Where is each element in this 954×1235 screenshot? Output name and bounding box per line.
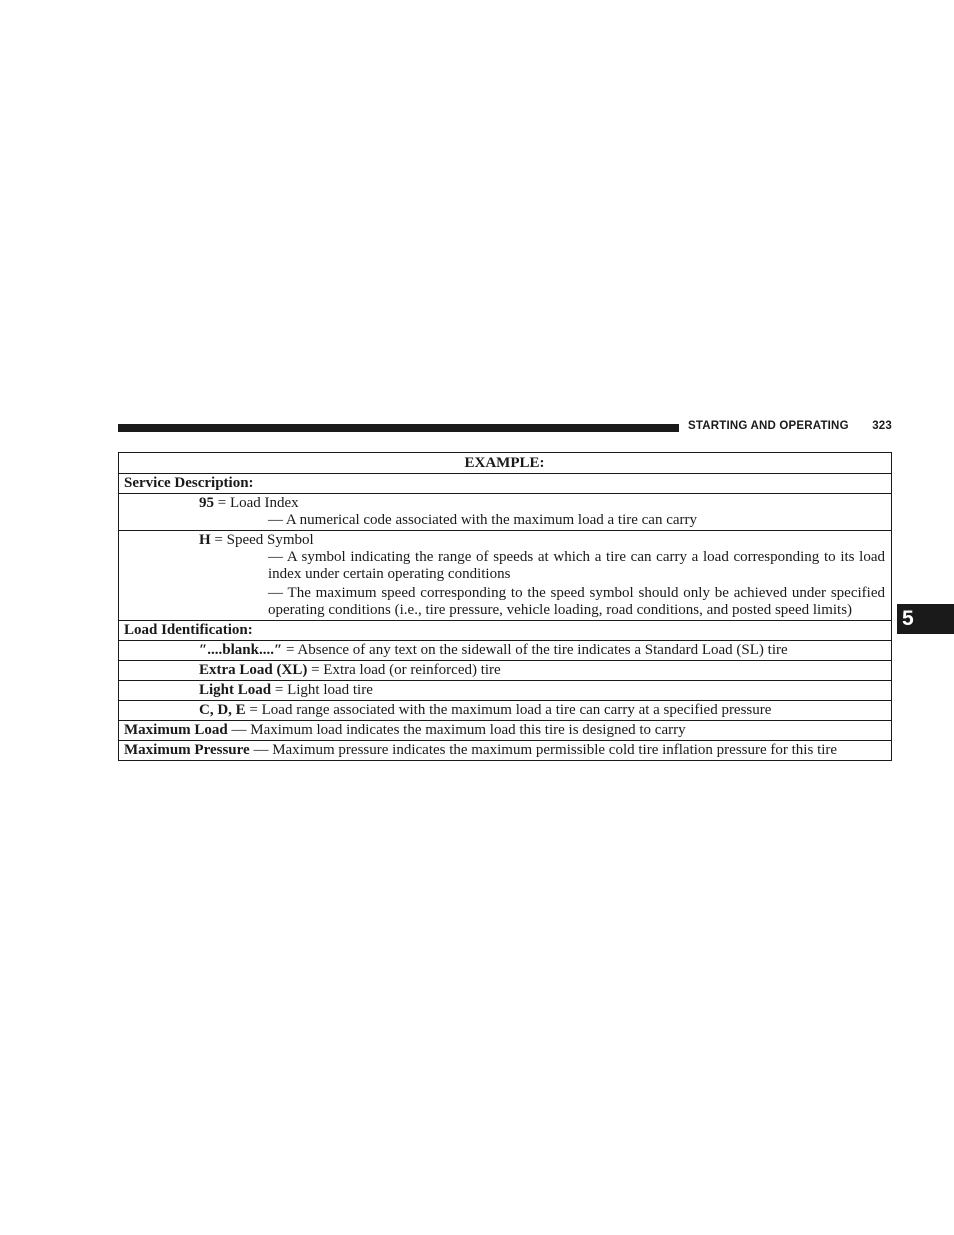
load-identification-heading: Load Identification:	[119, 621, 891, 641]
running-header	[688, 420, 892, 432]
load-range-row: C, D, E = Load range associated with the maximum load a tire can carry at a specified pressure	[119, 701, 891, 721]
light-load-row: Light Load = Light load tire	[119, 681, 891, 701]
tire-example-table	[118, 452, 892, 761]
speed-symbol-term: H = Speed Symbol	[199, 532, 314, 548]
chapter-tab	[897, 604, 954, 634]
maximum-load-row: Maximum Load — Maximum load indicates the maximum load this tire is designed to carry	[119, 721, 891, 741]
load-index-description: — A numerical code associated with the maximum load a tire can carry	[268, 512, 698, 528]
speed-symbol-description-2: — The maximum speed corresponding to the speed symbol should only be achieved under specified operating conditions (i.e., tire pressure, vehicle loading, road conditions, and posted speed limits)	[268, 585, 885, 618]
blank-load-row: ″....blank....″ = Absence of any text on the sidewall of the tire indicates a Standard Load (SL) tire	[119, 641, 891, 661]
extra-load-row: Extra Load (XL) = Extra load (or reinforced) tire	[119, 661, 891, 681]
service-description-heading: Service Description:	[119, 474, 891, 494]
speed-symbol-description-1: — A symbol indicating the range of speeds at which a tire can carry a load corresponding to its load index under certain operating conditions	[268, 549, 885, 582]
page-number: 323	[872, 420, 892, 432]
table-title: EXAMPLE:	[119, 453, 891, 474]
speed-symbol-row	[119, 531, 891, 621]
header-rule	[118, 424, 679, 432]
load-index-row	[119, 494, 891, 531]
chapter-number: 5	[902, 607, 914, 630]
maximum-pressure-row: Maximum Pressure — Maximum pressure indicates the maximum permissible cold tire inflation pressure for this tire	[119, 741, 891, 761]
section-title: STARTING AND OPERATING	[688, 420, 849, 432]
load-index-term: 95 = Load Index	[199, 495, 299, 511]
